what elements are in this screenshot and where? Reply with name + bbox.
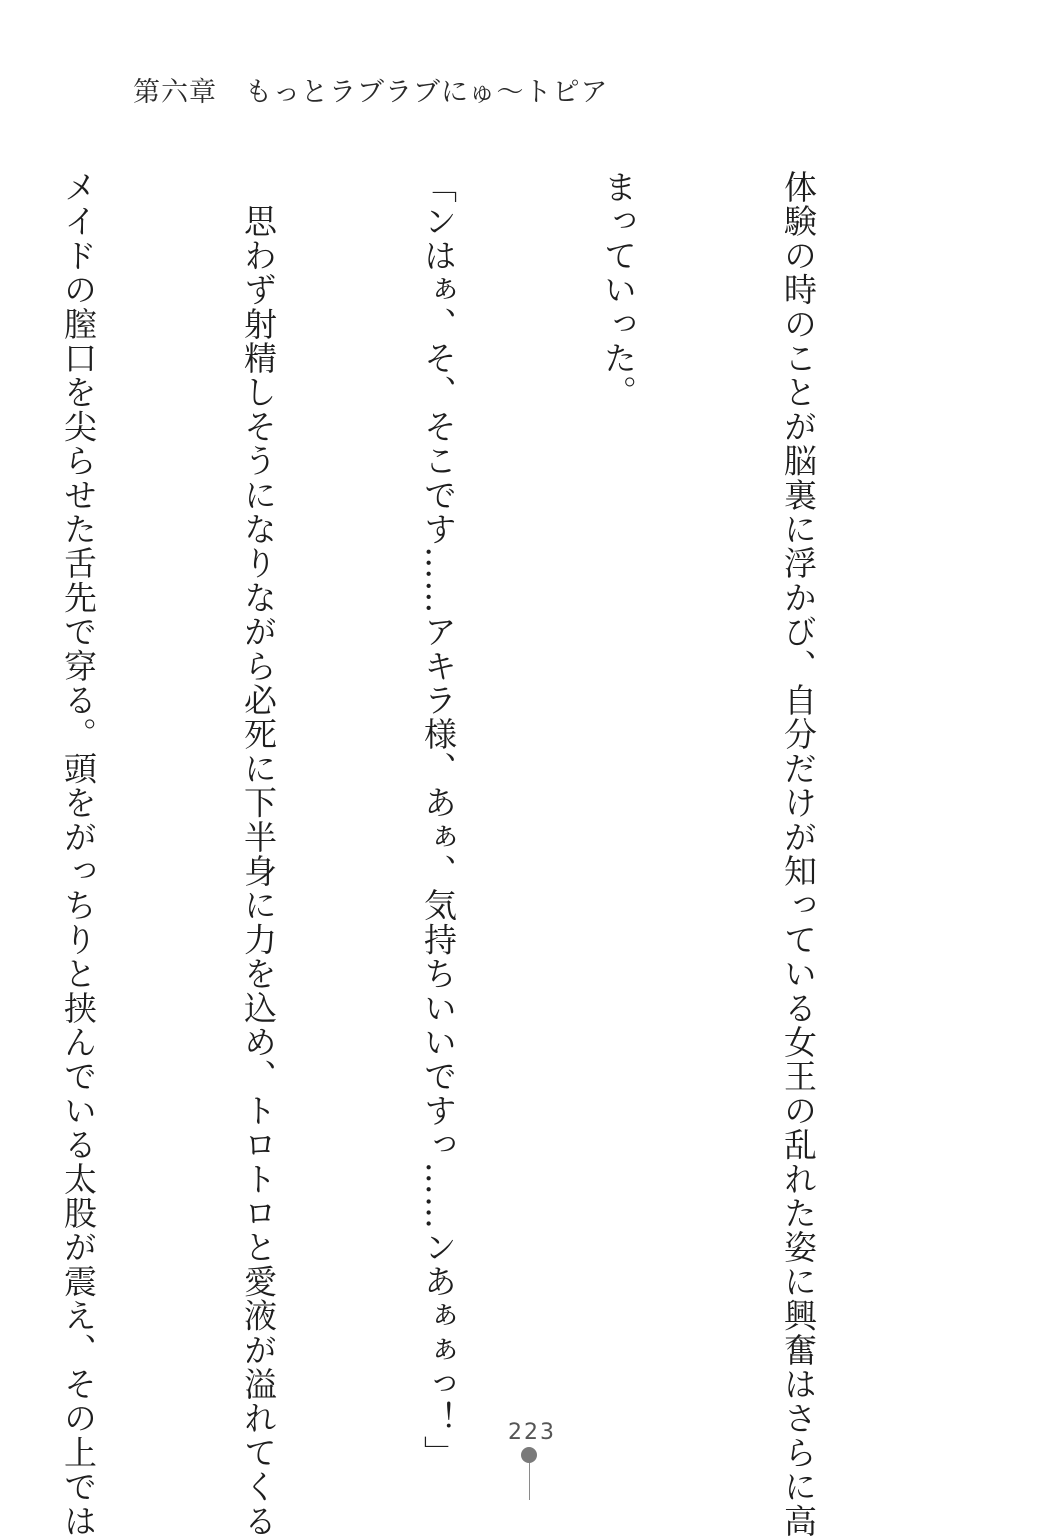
page-marker-dot-icon xyxy=(521,1447,537,1463)
text-line: 体験の時のことが脳裏に浮かび、自分だけが知っている女王の乱れた姿に興奮はさらに高 xyxy=(779,170,818,1538)
text-line: 思わず射精しそうになりながら必死に下半身に力を込め、トロトロと愛液が溢れてくる xyxy=(239,170,278,1538)
running-header: 第六章 もっとラブラブにゅ～トピア xyxy=(133,77,609,108)
text-line: まっていった。 xyxy=(599,170,638,410)
page-number: 223 xyxy=(508,1420,556,1445)
text-line: 「ンはぁ、そ、そこです……アキラ様、あぁ、気持ちいいですっ……ンあぁぁっ！」 xyxy=(419,170,458,1470)
text-line: メイドの膣口を尖らせた舌先で穿る。頭をがっちりと挟んでいる太股が震え、その上では xyxy=(59,170,98,1538)
